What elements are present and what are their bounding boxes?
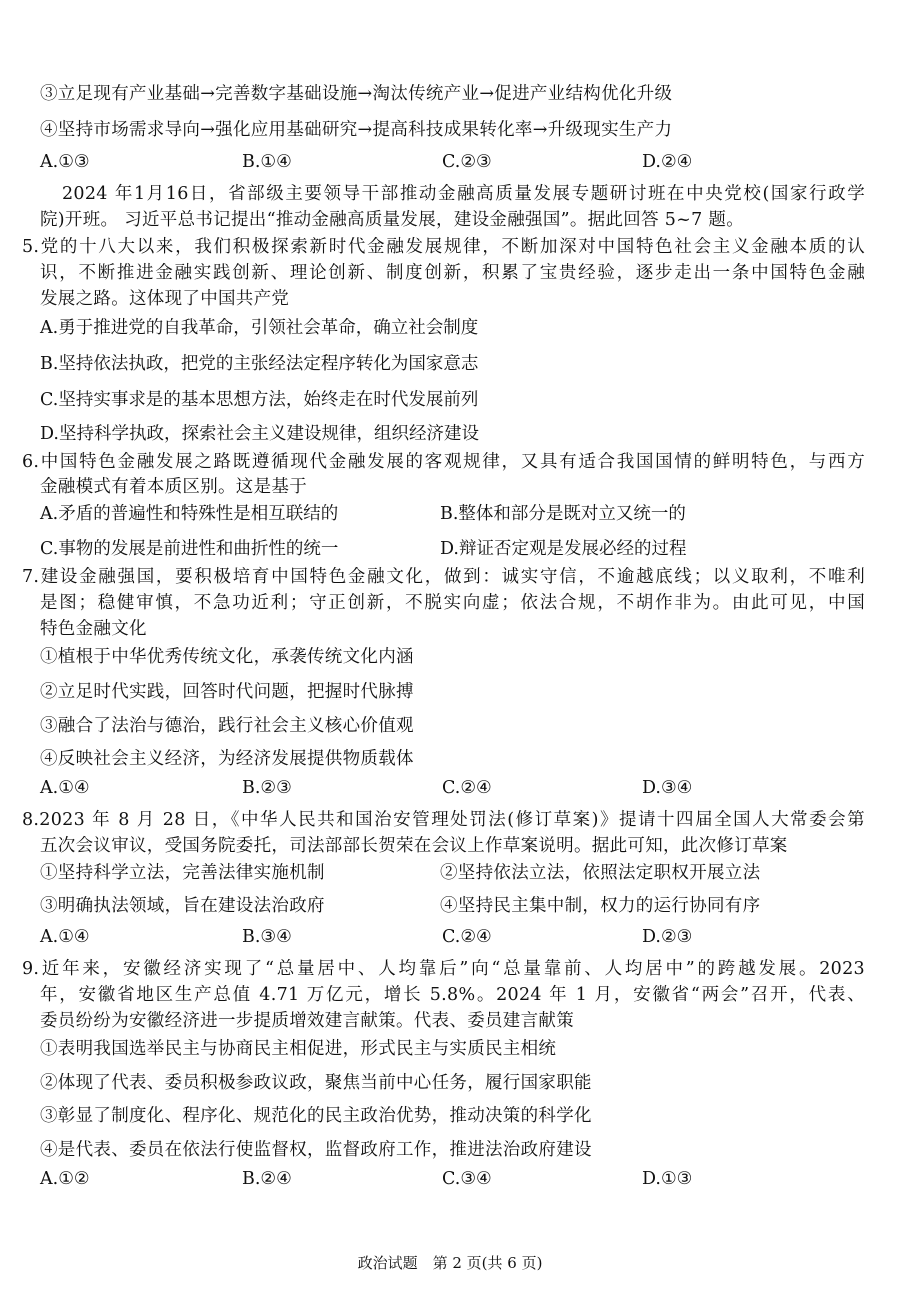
question-item: ④反映社会主义经济，为经济发展提供物质载体: [40, 749, 414, 769]
answer-option: D.坚持科学执政，探索社会主义建设规律，组织经济建设: [40, 424, 479, 444]
answer-option: B.①④: [242, 152, 292, 172]
answer-option: A.①④: [40, 778, 90, 798]
question-item: ②体现了代表、委员积极参政议政，聚焦当前中心任务，履行国家职能: [40, 1073, 592, 1093]
answer-option: C.②④: [442, 778, 492, 798]
question-item: ④是代表、委员在依法行使监督权，监督政府工作，推进法治政府建设: [40, 1140, 592, 1160]
answer-option: B.②③: [242, 778, 292, 798]
answer-option: D.辩证否定观是发展必经的过程: [440, 539, 687, 559]
answer-option: A.①②: [40, 1169, 90, 1189]
question-item: ①植根于中华优秀传统文化，承袭传统文化内涵: [40, 647, 414, 667]
answer-option: D.②③: [642, 927, 693, 947]
answer-option: B.②④: [242, 1169, 292, 1189]
question-item: ③立足现有产业基础→完善数字基础设施→淘汰传统产业→促进产业结构优化升级: [40, 84, 673, 104]
answer-option: B.坚持依法执政，把党的主张经法定程序转化为国家意志: [40, 354, 479, 374]
answer-option: A.①③: [40, 152, 90, 172]
question-stem: 五次会议审议，受国务院委托，司法部部长贺荣在会议上作草案说明。据此可知，此次修订草案: [40, 836, 788, 856]
answer-option: A.①④: [40, 927, 90, 947]
question-item: ①表明我国选举民主与协商民主相促进，形式民主与实质民主相统: [40, 1039, 557, 1059]
answer-option: C.坚持实事求是的基本思想方法，始终走在时代发展前列: [40, 390, 479, 410]
answer-option: C.事物的发展是前进性和曲折性的统一: [40, 539, 339, 559]
question-stem: 6.中国特色金融发展之路既遵循现代金融发展的客观规律，又具有适合我国国情的鲜明特色，与西方: [22, 452, 865, 472]
question-item: ④坚持市场需求导向→强化应用基础研究→提高科技成果转化率→升级现实生产力: [40, 120, 673, 140]
answer-option: B.③④: [242, 927, 292, 947]
answer-option: A.矛盾的普遍性和特殊性是相互联结的: [40, 504, 339, 524]
question-stem: 5.党的十八大以来，我们积极探索新时代金融发展规律，不断加深对中国特色社会主义金融本质的认: [22, 237, 865, 257]
question-stem: 年，安徽省地区生产总值 4.71 万亿元，增长 5.8%。2024 年 1 月，安徽省“两会”召开，代表、: [40, 985, 865, 1005]
question-stem: 是图；稳健审慎，不急功近利；守正创新，不脱实向虚；依法合规，不胡作非为。由此可见，中国: [40, 593, 865, 613]
material-paragraph: 2024 年1月16日，省部级主要领导干部推动金融高质量发展专题研讨班在中央党校(国家行政学: [62, 184, 866, 204]
question-stem: 9.近年来，安徽经济实现了“总量居中、人均靠后”向“总量靠前、人均居中”的跨越发展。2023: [22, 959, 865, 979]
question-item: ②坚持依法立法，依照法定职权开展立法: [440, 863, 761, 883]
answer-option: C.②③: [442, 152, 492, 172]
page-footer: 政治试题 第 2 页(共 6 页): [357, 1254, 543, 1272]
question-stem: 识，不断推进金融实践创新、理论创新、制度创新，积累了宝贵经验，逐步走出一条中国特色金融: [40, 263, 865, 283]
question-item: ①坚持科学立法，完善法律实施机制: [40, 863, 325, 883]
question-item: ③融合了法治与德治，践行社会主义核心价值观: [40, 716, 414, 736]
question-stem: 7.建设金融强国，要积极培育中国特色金融文化，做到：诚实守信，不逾越底线；以义取利，不唯利: [22, 567, 865, 587]
question-stem: 发展之路。这体现了中国共产党: [40, 289, 290, 309]
question-stem: 8.2023 年 8 月 28 日，《中华人民共和国治安管理处罚法(修订草案)》提请十四届全国人大常委会第: [22, 810, 865, 830]
question-item: ③彰显了制度化、程序化、规范化的民主政治优势，推动决策的科学化: [40, 1106, 592, 1126]
question-stem: 特色金融文化: [40, 619, 147, 639]
question-item: ④坚持民主集中制，权力的运行协同有序: [440, 896, 761, 916]
answer-option: C.③④: [442, 1169, 492, 1189]
answer-option: D.①③: [642, 1169, 693, 1189]
question-item: ②立足时代实践，回答时代问题，把握时代脉搏: [40, 682, 414, 702]
answer-option: A.勇于推进党的自我革命，引领社会革命，确立社会制度: [40, 318, 479, 338]
question-stem: 金融模式有着本质区别。这是基于: [40, 477, 307, 497]
answer-option: B.整体和部分是既对立又统一的: [440, 504, 686, 524]
material-paragraph: 院)开班。 习近平总书记提出“推动金融高质量发展，建设金融强国”。据此回答 5~7 题。: [40, 210, 745, 230]
question-item: ③明确执法领域，旨在建设法治政府: [40, 896, 325, 916]
question-stem: 委员纷纷为安徽经济进一步提质增效建言献策。代表、委员建言献策: [40, 1011, 574, 1031]
answer-option: D.②④: [642, 152, 693, 172]
answer-option: D.③④: [642, 778, 693, 798]
answer-option: C.②④: [442, 927, 492, 947]
